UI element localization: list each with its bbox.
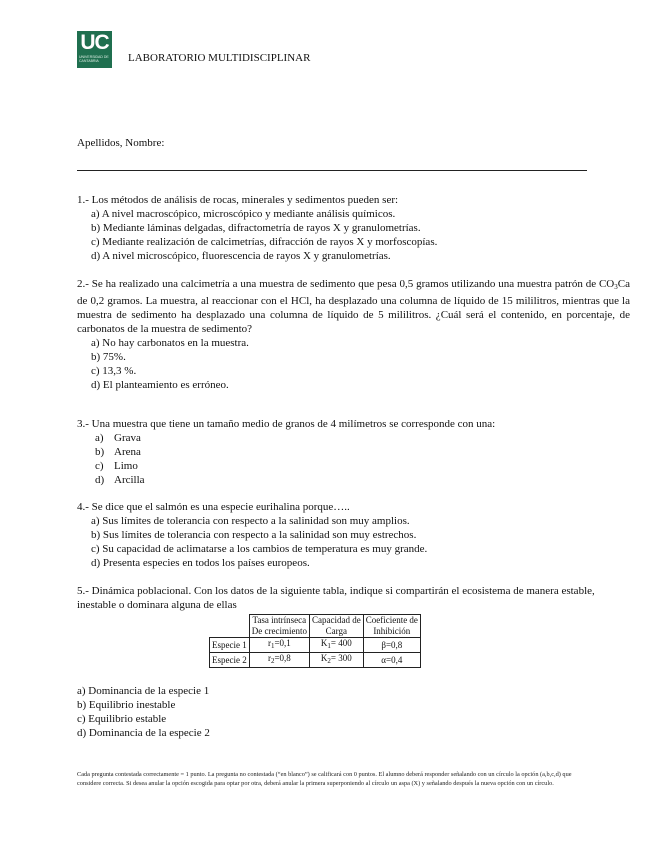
growth-rate-cell bbox=[249, 653, 309, 668]
question-text-part1: 2.- Se ha realizado una calcimetría a una muestra de sedimento que pesa 0,5 gramos utilizando una muestra patrón de CO bbox=[77, 278, 615, 290]
question-4 bbox=[77, 500, 632, 570]
header-carrying-capacity bbox=[309, 615, 363, 638]
species-cell: Especie 2 bbox=[210, 653, 250, 668]
logo-subtext: UNIVERSIDAD DE CANTABRIA bbox=[79, 55, 109, 63]
subscript: 3 bbox=[614, 283, 618, 291]
question-text-part2: Ca de 0,2 gramos. La muestra, al reaccionar con el HCl, ha desplazado una columna de líquido de 15 mililitros, mientras que la muestra de sedimento ha desplazado una columna de líquido de 5 mililitros. ¿Cuál será el contenido, en porcentaje, de carbonatos de la muestra de sedimento? bbox=[77, 278, 630, 335]
option-a[interactable]: a) A nivel macroscópico, microscópico y mediante análisis químicos. bbox=[91, 208, 396, 220]
option-d[interactable]: d) A nivel microscópico, fluorescencia de rayos X y granulometrías. bbox=[91, 250, 391, 262]
subscript: 1 bbox=[327, 642, 331, 650]
question-text: 1.- Los métodos de análisis de rocas, minerales y sedimentos pueden ser: bbox=[77, 194, 399, 206]
option-a[interactable]: a) Sus límites de tolerancia con respecto a la salinidad son muy amplios. bbox=[91, 515, 410, 527]
table-header-row bbox=[210, 615, 421, 638]
capacity-cell bbox=[309, 653, 363, 668]
capacity-cell bbox=[309, 638, 363, 653]
symbol: K bbox=[320, 638, 328, 648]
option-c[interactable]: c) 13,3 %. bbox=[91, 365, 137, 377]
option-a[interactable]: a) Dominancia de la especie 1 bbox=[77, 685, 210, 697]
option-letter: d) bbox=[95, 474, 105, 486]
option-letter: c) bbox=[95, 460, 104, 472]
population-table bbox=[209, 614, 421, 668]
university-logo bbox=[77, 31, 112, 68]
question-2 bbox=[77, 277, 632, 392]
name-line bbox=[77, 170, 587, 171]
option-b[interactable] bbox=[95, 445, 632, 459]
option-b[interactable]: b) Equilibrio inestable bbox=[77, 699, 176, 711]
question-text: 3.- Una muestra que tiene un tamaño medio de granos de 4 milímetros se corresponde con una: bbox=[77, 418, 496, 430]
question-3 bbox=[77, 417, 632, 487]
option-b[interactable]: b) Sus límites de tolerancia con respecto a la salinidad son muy estrechos. bbox=[91, 529, 417, 541]
option-c[interactable]: c) Mediante realización de calcimetrías, difracción de rayos X y morfoscopías. bbox=[91, 236, 438, 248]
subscript: 2 bbox=[270, 657, 275, 665]
growth-rate-cell bbox=[249, 638, 309, 653]
coefficient-cell: α=0,4 bbox=[363, 653, 420, 668]
option-c[interactable] bbox=[95, 459, 632, 473]
option-label: Arcilla bbox=[114, 474, 145, 486]
option-b[interactable]: b) 75%. bbox=[91, 351, 126, 363]
value: = 300 bbox=[330, 653, 352, 663]
option-b[interactable]: b) Mediante láminas delgadas, difractometría de rayos X y granulometrías. bbox=[91, 222, 421, 234]
table-corner bbox=[210, 615, 250, 638]
option-d[interactable]: d) Dominancia de la especie 2 bbox=[77, 727, 210, 739]
species-cell: Especie 1 bbox=[210, 638, 250, 653]
header-line: Capacidad de bbox=[311, 615, 361, 625]
question-5-options bbox=[77, 684, 632, 740]
option-d[interactable]: d) El planteamiento es erróneo. bbox=[91, 379, 229, 391]
header-title: LABORATORIO MULTIDISCIPLINAR bbox=[128, 52, 311, 64]
option-a[interactable] bbox=[95, 431, 632, 445]
name-label: Apellidos, Nombre: bbox=[77, 137, 165, 149]
subscript: 2 bbox=[327, 657, 331, 665]
option-c[interactable]: c) Equilibrio estable bbox=[77, 713, 167, 725]
symbol: r bbox=[267, 653, 271, 663]
option-letter: a) bbox=[95, 432, 104, 444]
header-line: Carga bbox=[325, 626, 347, 636]
option-a[interactable]: a) No hay carbonatos en la muestra. bbox=[91, 337, 249, 349]
option-c[interactable]: c) Su capacidad de aclimatarse a los cambios de temperatura es muy grande. bbox=[91, 543, 428, 555]
question-text: 4.- Se dice que el salmón es una especie eurihalina porque….. bbox=[77, 501, 350, 513]
option-letter: b) bbox=[95, 446, 105, 458]
table-row bbox=[210, 638, 421, 653]
option-d[interactable] bbox=[95, 473, 632, 487]
value: = 400 bbox=[330, 638, 352, 648]
subscript: 1 bbox=[270, 642, 275, 650]
logo-letters: UC bbox=[80, 31, 109, 54]
question-text: 5.- Dinámica poblacional. Con los datos de la siguiente tabla, indique si compartirán el ecosistema de manera estable, inestable o dominara alguna de ellas bbox=[77, 585, 595, 611]
option-label: Grava bbox=[114, 432, 141, 444]
header-line: De crecimiento bbox=[251, 626, 307, 636]
header-line: Coeficiente de bbox=[365, 615, 418, 625]
symbol: r bbox=[267, 638, 271, 648]
coefficient-cell: β=0,8 bbox=[363, 638, 420, 653]
header-inhibition-coefficient bbox=[363, 615, 420, 638]
symbol: K bbox=[320, 653, 328, 663]
value: =0,8 bbox=[274, 653, 291, 663]
header-growth-rate bbox=[249, 615, 309, 638]
scoring-note: Cada pregunta contestada correctamente = 1 punto. La pregunta no contestada (“en blanco”) se calificará con 0 puntos. El alumno deberá responder señalando con un círculo la opción (a,b,c,d) que considere correcta. Si desea anular la opción escogida para optar por otra, deberá anular la primera superponiendo al círculo un aspa (X) y señalando después la nueva opción con un círculo. bbox=[77, 771, 572, 787]
header-line: Tasa intrínseca bbox=[252, 615, 307, 625]
header-line: Inhibición bbox=[373, 626, 411, 636]
option-label: Limo bbox=[114, 460, 138, 472]
table-row bbox=[210, 653, 421, 668]
option-d[interactable]: d) Presenta especies en todos los países europeos. bbox=[91, 557, 310, 569]
question-5 bbox=[77, 584, 632, 612]
question-text bbox=[77, 277, 630, 336]
option-label: Arena bbox=[114, 446, 141, 458]
value: =0,1 bbox=[274, 638, 291, 648]
question-1 bbox=[77, 193, 632, 263]
